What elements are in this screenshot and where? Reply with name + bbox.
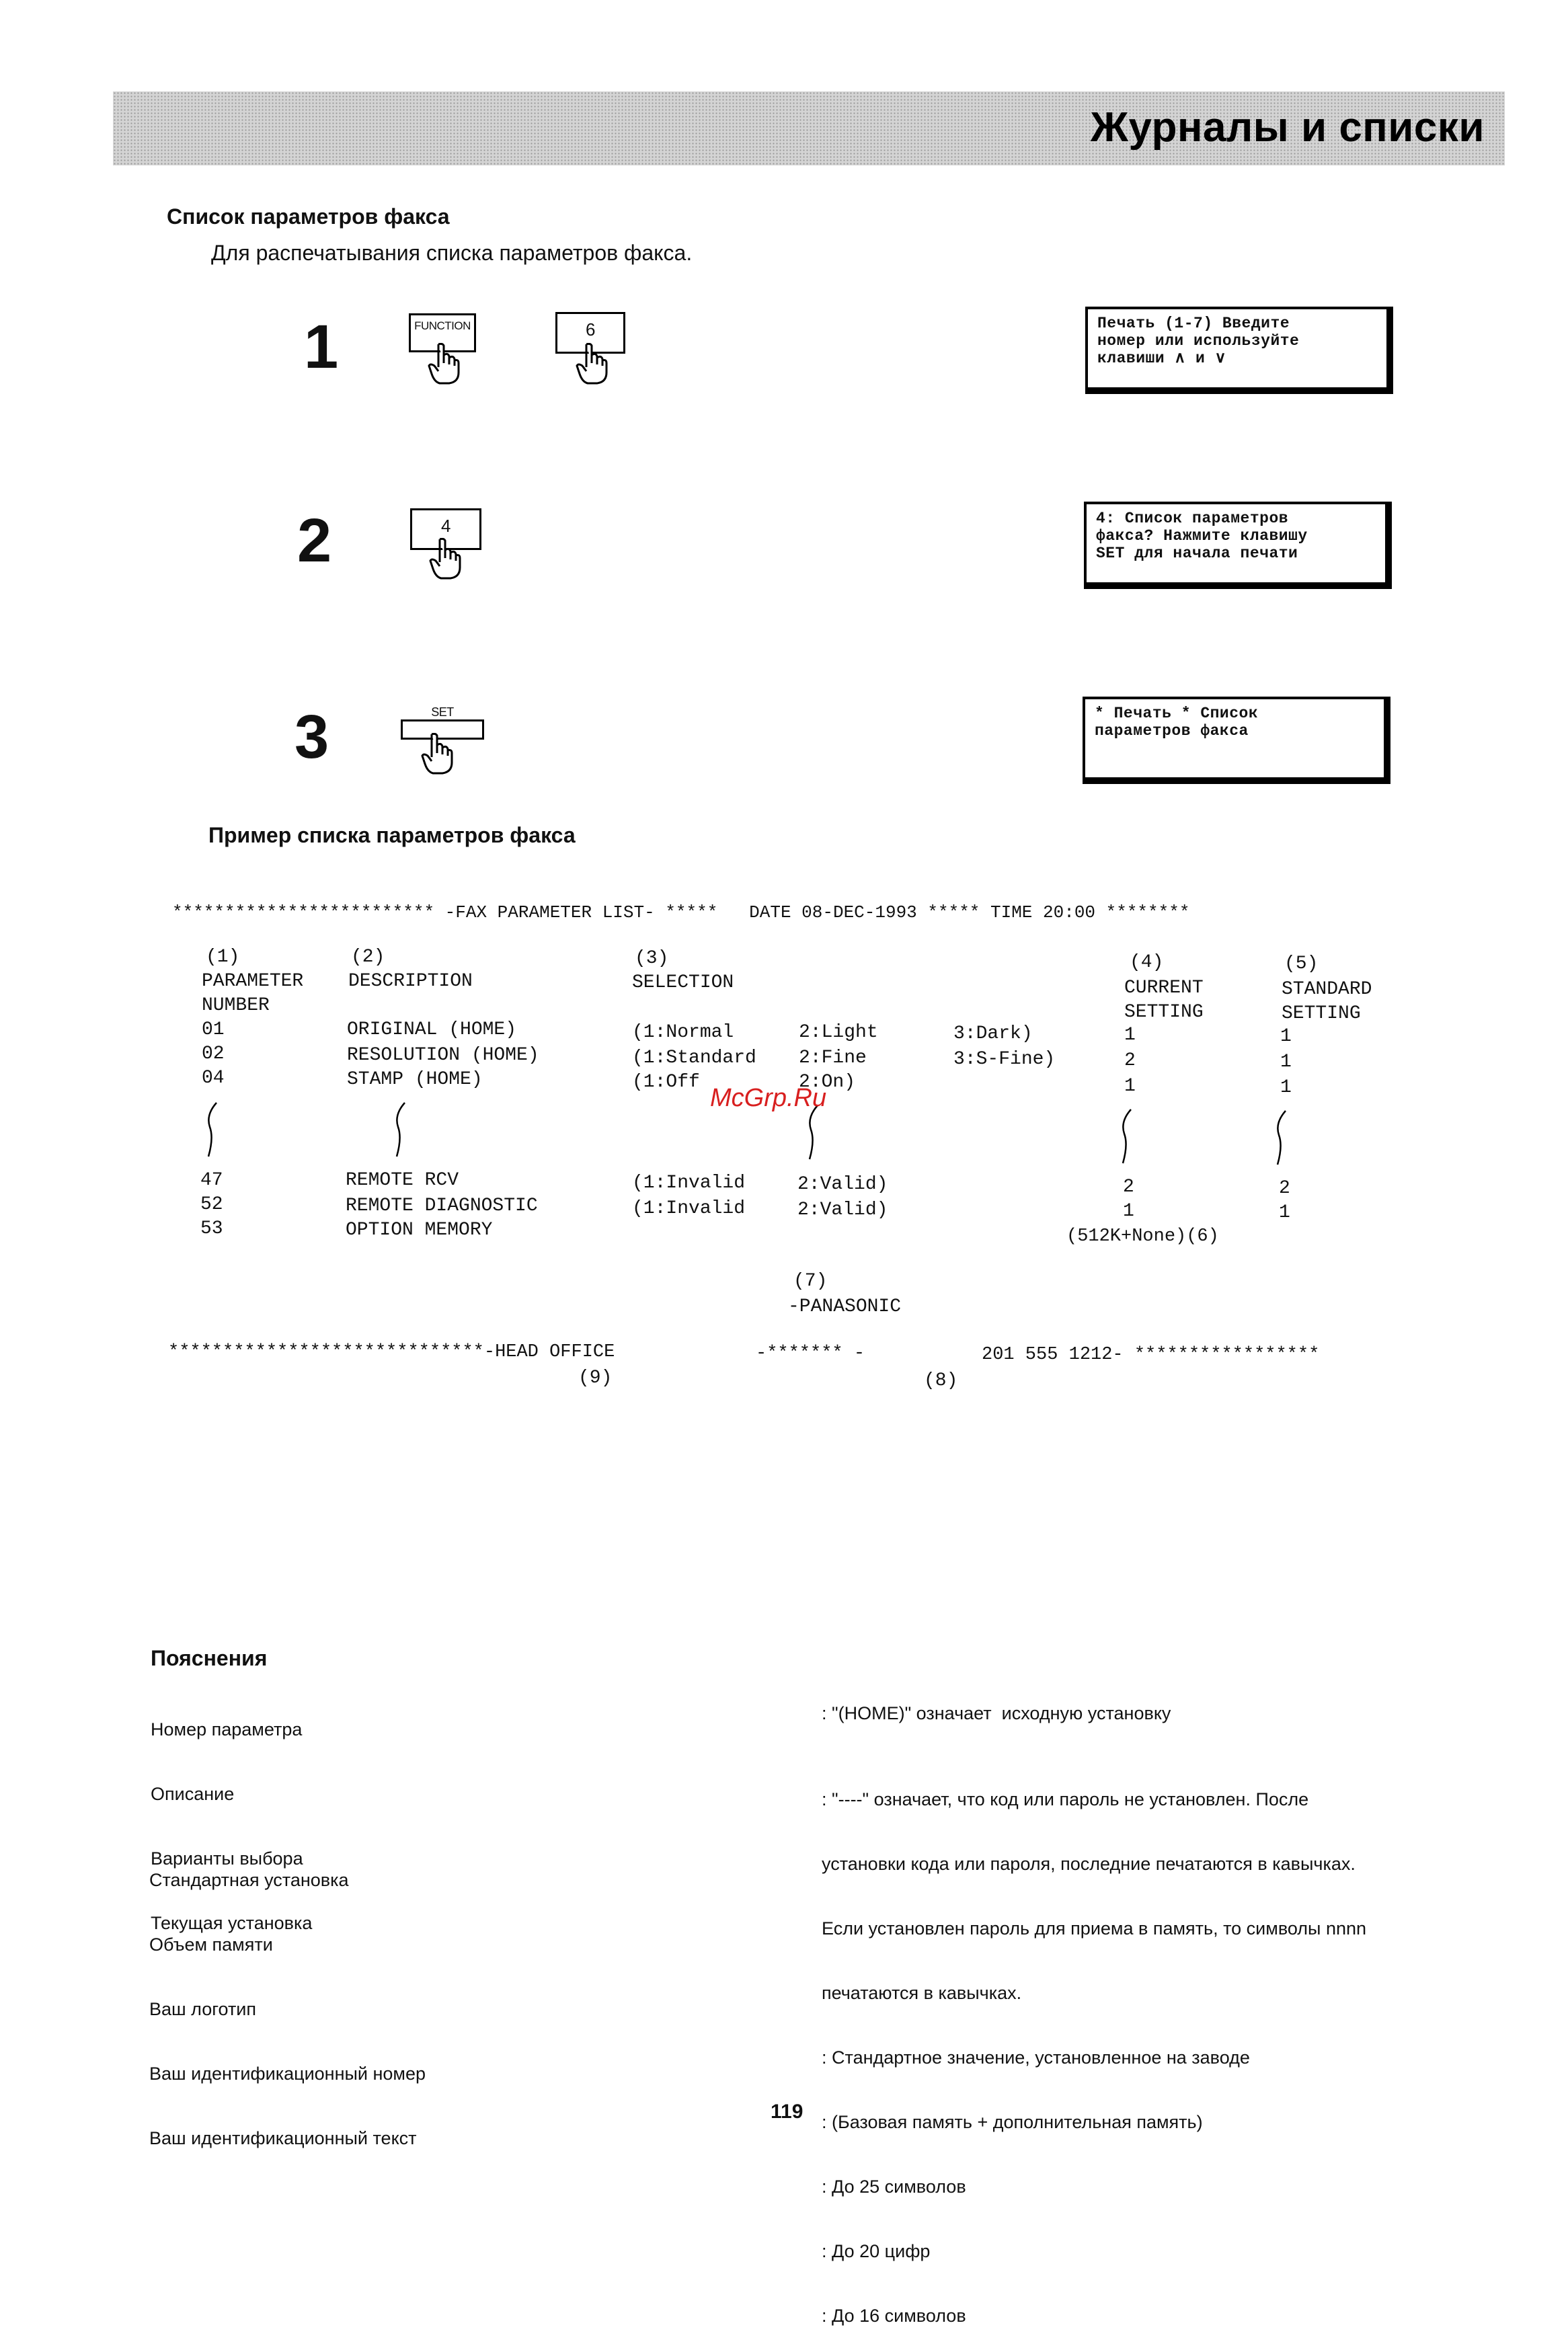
display-line: номер или используйте	[1097, 332, 1300, 350]
row-num: 02	[202, 1044, 225, 1064]
row-sel: (1:Standard	[632, 1048, 756, 1068]
legend-note: : (Базовая память + дополнительная память)	[822, 2112, 1203, 2132]
omission-mark	[1272, 1108, 1292, 1169]
header-band	[113, 91, 1505, 165]
marker-4: (4)	[1130, 952, 1164, 973]
legend-note: Если установлен пароль для приема в память, то символы nnnn	[822, 1918, 1367, 1939]
step-1-number: 1	[304, 313, 339, 381]
row-sel: 2:Valid)	[797, 1200, 888, 1220]
intro-text: Для распечатывания списка параметров факса.	[211, 241, 693, 265]
legend-items-bottom	[149, 1826, 426, 2170]
footer-dashes: -******* -	[756, 1343, 865, 1364]
row-current: 2	[1123, 1177, 1134, 1198]
display-line: клавиши ∧ и ∨	[1097, 350, 1226, 367]
header-description: DESCRIPTION	[348, 971, 473, 992]
header-standard-2: SETTING	[1282, 1003, 1361, 1024]
row-standard: 1	[1280, 1026, 1292, 1047]
hand-press-icon	[576, 343, 616, 385]
display-line: Печать (1-7) Введите	[1097, 315, 1290, 332]
row-num: 52	[200, 1194, 223, 1215]
list-banner: ************************* -FAX PARAMETER LIST- ***** DATE 08-DEC-1993 ***** TIME 20:00 ********	[172, 902, 1190, 923]
marker-8: (8)	[924, 1370, 958, 1391]
legend-note: установки кода или пароля, последние печатаются в кавычках.	[822, 1854, 1356, 1874]
legend-item: Стандартная установка	[149, 1870, 349, 1890]
row-num: 53	[200, 1218, 223, 1239]
row-sel: 2:On)	[799, 1072, 856, 1093]
display-line: факса? Нажмите клавишу	[1096, 527, 1308, 545]
display-line: параметров факса	[1095, 722, 1249, 740]
marker-7: (7)	[793, 1271, 828, 1292]
legend-note: : До 25 символов	[822, 2177, 966, 2197]
row-current: 1	[1123, 1201, 1134, 1222]
row-num: 04	[202, 1068, 225, 1089]
step-2-number: 2	[297, 506, 332, 575]
row-desc: REMOTE RCV	[346, 1170, 459, 1191]
row-num: 47	[200, 1170, 223, 1191]
legend-note: : "(HOME)" означает исходную установку	[822, 1703, 1171, 1723]
row-standard: 2	[1279, 1178, 1290, 1199]
logo-text: -PANASONIC	[788, 1296, 902, 1317]
legend-item: Текущая установка	[151, 1913, 313, 1933]
legend-item: Ваш логотип	[149, 1999, 257, 2019]
row-sel: 2:Valid)	[797, 1174, 888, 1195]
step-3-number: 3	[295, 703, 329, 771]
row-desc: STAMP (HOME)	[347, 1069, 483, 1090]
watermark: McGrp.Ru	[710, 1084, 827, 1112]
page-header-title: Журналы и списки	[1090, 104, 1485, 151]
row-sel: 3:Dark)	[953, 1023, 1033, 1044]
example-title: Пример списка параметров факса	[208, 823, 576, 847]
marker-9: (9)	[578, 1368, 613, 1388]
footer-id-number: 201 555 1212- *****************	[982, 1345, 1320, 1365]
legend-note: печатаются в кавычках.	[822, 1983, 1022, 2003]
header-param-number-2: NUMBER	[202, 995, 270, 1016]
row-desc: OPTION MEMORY	[346, 1220, 493, 1241]
display-step-1	[1085, 307, 1393, 394]
hand-press-icon	[421, 733, 461, 775]
hand-press-icon	[428, 343, 468, 385]
row-desc: ORIGINAL (HOME)	[347, 1019, 517, 1040]
section-title: Список параметров факса	[167, 204, 450, 229]
marker-2: (2)	[351, 947, 385, 968]
page-number: 119	[771, 2101, 803, 2123]
footer-head-office: *****************************-HEAD OFFICE	[168, 1342, 615, 1362]
row-sel: 3:S-Fine)	[953, 1049, 1056, 1070]
header-current: CURRENT	[1124, 978, 1204, 999]
memory-note: (512K+None)(6)	[1066, 1226, 1219, 1247]
row-desc: RESOLUTION (HOME)	[347, 1045, 539, 1066]
key-4-label: 4	[441, 516, 450, 536]
set-key-label: SET	[431, 705, 454, 719]
row-standard: 1	[1280, 1052, 1292, 1072]
row-sel: (1:Invalid	[632, 1198, 746, 1219]
row-standard: 1	[1280, 1077, 1292, 1098]
legend-note: : Стандартное значение, установленное на заводе	[822, 2047, 1250, 2068]
row-sel: (1:Invalid	[632, 1173, 746, 1193]
row-current: 2	[1124, 1050, 1136, 1071]
legend-note: : До 20 цифр	[822, 2241, 931, 2261]
row-sel: (1:Normal	[632, 1022, 734, 1043]
legend-title: Пояснения	[151, 1646, 268, 1670]
row-sel: (1:Off	[632, 1072, 700, 1093]
marker-5: (5)	[1284, 953, 1319, 974]
header-current-2: SETTING	[1124, 1002, 1204, 1023]
row-current: 1	[1124, 1025, 1136, 1046]
legend-item: Варианты выбора	[151, 1848, 303, 1869]
omission-mark	[1118, 1107, 1138, 1167]
legend-item: Описание	[151, 1784, 235, 1804]
omission-mark	[391, 1100, 411, 1161]
header-standard: STANDARD	[1282, 979, 1372, 1000]
display-step-2	[1084, 502, 1392, 589]
legend-item: Объем памяти	[149, 1934, 273, 1955]
row-current: 1	[1124, 1076, 1136, 1097]
header-selection: SELECTION	[632, 972, 734, 993]
legend-item: Номер параметра	[151, 1719, 303, 1739]
legend-note: : До 16 символов	[822, 2306, 966, 2326]
function-key-label: FUNCTION	[414, 319, 471, 332]
display-line: * Печать * Список	[1095, 705, 1259, 722]
display-step-3	[1083, 697, 1390, 784]
display-line: SET для начала печати	[1096, 545, 1298, 562]
display-line: 4: Список параметров	[1096, 510, 1289, 527]
row-sel: 2:Fine	[799, 1048, 867, 1068]
legend-item: Ваш идентификационный номер	[149, 2064, 426, 2084]
hand-press-icon	[429, 538, 469, 580]
legend-item: Ваш идентификационный текст	[149, 2128, 417, 2148]
omission-mark	[203, 1100, 223, 1161]
key-6-label: 6	[586, 319, 595, 340]
header-param-number: PARAMETER	[202, 971, 304, 992]
row-desc: REMOTE DIAGNOSTIC	[346, 1196, 538, 1216]
marker-1: (1)	[206, 947, 240, 968]
row-sel: 2:Light	[799, 1022, 878, 1043]
row-num: 01	[202, 1019, 225, 1040]
legend-note: : "----" означает, что код или пароль не установлен. После	[822, 1789, 1309, 1809]
row-standard: 1	[1279, 1202, 1290, 1223]
marker-3: (3)	[635, 948, 669, 969]
legend-notes-block	[822, 1746, 1366, 2348]
